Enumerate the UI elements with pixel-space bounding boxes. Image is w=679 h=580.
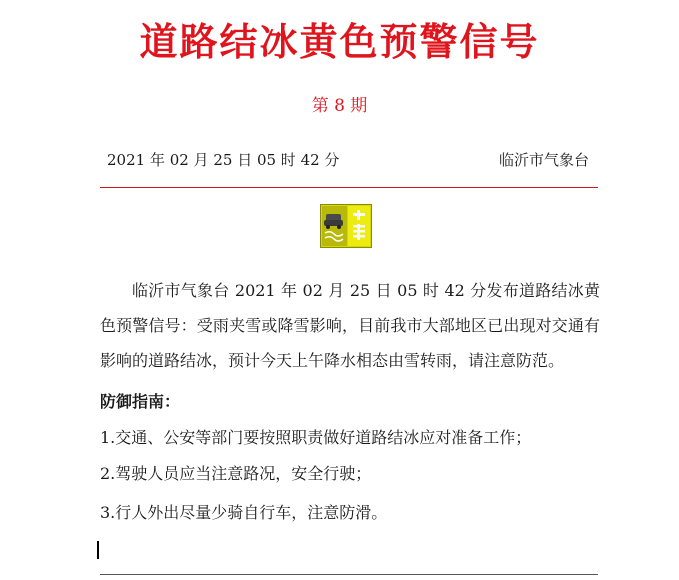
issue-number: 第 8 期 bbox=[311, 96, 368, 116]
guide-item: 1.交通、公安等部门要按照职责做好道路结冰应对准备工作； bbox=[100, 428, 532, 447]
meta-row bbox=[107, 148, 589, 172]
defense-guide-heading: 防御指南： bbox=[100, 392, 181, 411]
warning-body: 临沂市气象台 2021 年 02 月 25 日 05 时 42 分发布道路结冰黄色预警信号：受雨夹雪或降雪影响，目前我市大部地区已出现对交通有影响的道路结冰，预计今天上午降水相态由雪转雨，请注意防范。 bbox=[100, 281, 600, 370]
document-title: 道路结冰黄色预警信号 bbox=[139, 20, 540, 64]
guide-item: 3.行人外出尽量少骑自行车，注意防滑。 bbox=[100, 503, 388, 522]
road-icing-yellow-warning-icon bbox=[320, 204, 372, 248]
text-cursor[interactable] bbox=[97, 541, 99, 559]
issue-datetime: 2021 年 02 月 25 日 05 时 42 分 bbox=[107, 151, 340, 169]
issuer-name: 临沂市气象台 bbox=[498, 151, 589, 169]
header-divider bbox=[100, 187, 598, 188]
footer-divider bbox=[100, 574, 598, 575]
guide-item: 2.驾驶人员应当注意路况，安全行驶； bbox=[100, 464, 372, 483]
